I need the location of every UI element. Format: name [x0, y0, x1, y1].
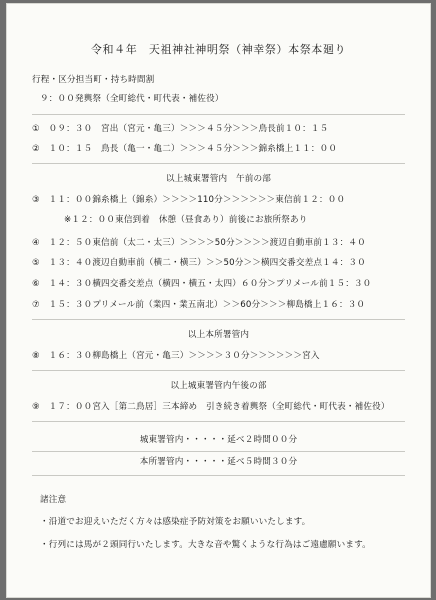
schedule-row: ③ １１：００錦糸橋上（錦糸）＞＞＞＞110分＞＞＞＞＞＞東信前１２：００ — [32, 195, 346, 205]
divider — [32, 370, 405, 371]
schedule-row: ⑨ １７：００宮入［第二鳥居］三本締め 引き続き着輿祭（全町総代・町代表・補佐役） — [32, 402, 390, 412]
notes-heading: 諸注意 — [40, 495, 67, 505]
note-item: ・沿道でお迎えいただく方々は感染症予防対策をお願いいたします。 — [40, 517, 311, 527]
divider — [32, 421, 405, 422]
schedule-row: ④ １２：５０東信前（太二・太三）＞＞＞＞50分＞＞＞＞渡辺自動車前１３：４０ — [32, 238, 366, 248]
divider — [32, 451, 405, 452]
section-label: 以上城東署管内 午前の部 — [166, 174, 271, 184]
schedule-row: ② １０：１５ 鳥長（亀一・亀二）＞＞＞４５分＞＞＞錦糸橋上１１：００ — [32, 144, 338, 154]
schedule-row: ⑥ １４：３０横四交番交差点（横四・横五・太四）６０分＞プリメール前１５：３０ — [32, 279, 372, 289]
divider — [32, 475, 405, 476]
subheading: 行程・区分担当町・持ち時間割 — [32, 75, 155, 85]
total-line: 城東署管内・・・・・延べ２時間００分 — [139, 435, 298, 445]
schedule-row: ⑧ １６：３０柳島橋上（宮元・亀三）＞＞＞＞３０分＞＞＞＞＞＞宮入 — [32, 351, 320, 361]
section-label: 以上本所署管内 — [187, 330, 250, 340]
document-title: 令和４年 天祖神社神明祭（神幸祭）本祭本廻り — [90, 43, 347, 56]
total-line: 本所署管内・・・・・延べ５時間３０分 — [139, 457, 298, 467]
divider — [32, 163, 405, 164]
divider — [32, 319, 405, 320]
note-item: ・行列には馬が２頭同行いたします。大きな音や驚くような行為はご遠慮願います。 — [40, 540, 371, 550]
document-page — [6, 3, 431, 598]
departure-line: ９：００発輿祭（全町総代・町代表・補佐役） — [40, 94, 224, 104]
schedule-row: ⑦ １５：３０プリメール前（業四・業五南北）＞＞60分＞＞＞柳島橋上１６：３０ — [32, 300, 366, 310]
schedule-row: ① ０９：３０ 宮出（宮元・亀三）＞＞＞４５分＞＞＞鳥長前１０：１５ — [32, 124, 329, 134]
section-label: 以上城東署管内午後の部 — [170, 381, 267, 391]
divider — [32, 114, 405, 115]
schedule-row: ⑤ １３：４０渡辺自動車前（横二・横三）＞＞50分＞＞横四交番交差点１４：３０ — [32, 258, 366, 268]
schedule-note: ※１２：００東信到着 休憩（昼食あり）前後にお旅所祭あり — [64, 215, 308, 225]
